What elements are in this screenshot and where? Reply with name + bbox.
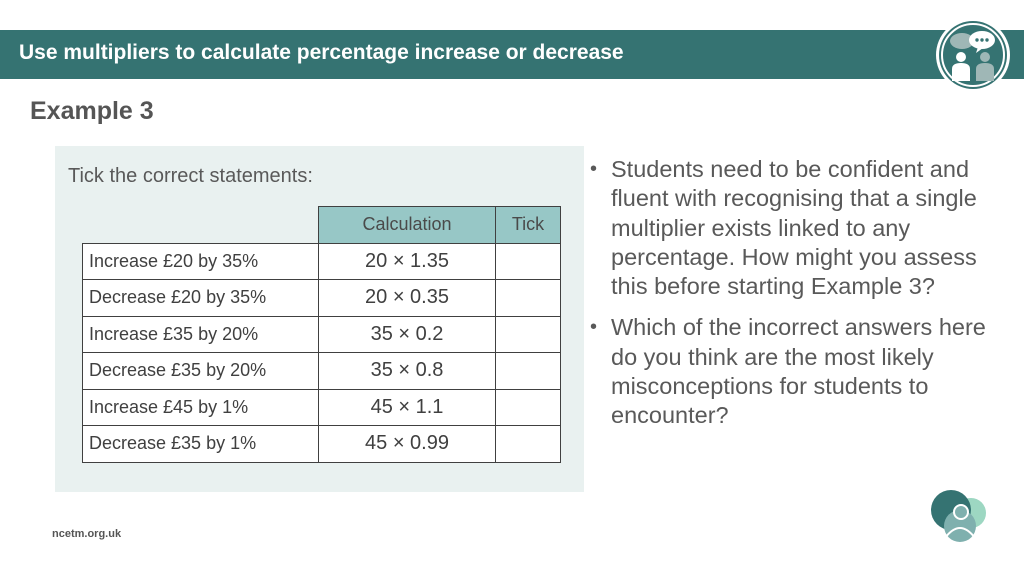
ncetm-logo-icon bbox=[928, 488, 990, 544]
note-item bbox=[590, 155, 990, 301]
note-item bbox=[590, 313, 990, 430]
calculation-cell: 20 × 0.35 bbox=[319, 280, 496, 317]
example-heading: Example 3 bbox=[30, 97, 154, 125]
tick-cell[interactable] bbox=[496, 389, 561, 426]
table-row bbox=[83, 280, 561, 317]
table-row bbox=[83, 243, 561, 280]
statement-cell: Decrease £35 by 20% bbox=[83, 353, 319, 390]
tick-table bbox=[82, 206, 561, 463]
calculation-cell: 45 × 1.1 bbox=[319, 389, 496, 426]
note-text: Students need to be confident and fluent with recognising that a single multiplier exists linked to any percentage. How might you assess this before starting Example 3? bbox=[611, 156, 977, 300]
statement-cell: Increase £45 by 1% bbox=[83, 389, 319, 426]
calculation-cell: 45 × 0.99 bbox=[319, 426, 496, 463]
bullet-icon: • bbox=[590, 158, 598, 180]
blank-header-cell bbox=[83, 207, 319, 244]
calculation-cell: 20 × 1.35 bbox=[319, 243, 496, 280]
slide-title: Use multipliers to calculate percentage increase or decrease bbox=[19, 41, 624, 64]
calculation-cell: 35 × 0.2 bbox=[319, 316, 496, 353]
table-row bbox=[83, 426, 561, 463]
statement-cell: Increase £20 by 35% bbox=[83, 243, 319, 280]
students-discussion-icon bbox=[934, 13, 1012, 97]
calculation-cell: 35 × 0.8 bbox=[319, 353, 496, 390]
statement-cell: Increase £35 by 20% bbox=[83, 316, 319, 353]
note-text: Which of the incorrect answers here do you think are the most likely misconceptions for students to encounter? bbox=[611, 314, 986, 429]
tick-cell[interactable] bbox=[496, 353, 561, 390]
bullet-icon: • bbox=[590, 316, 598, 339]
table-row bbox=[83, 389, 561, 426]
table-header-row bbox=[83, 207, 561, 244]
footer-url: ncetm.org.uk bbox=[52, 528, 122, 540]
tick-cell[interactable] bbox=[496, 316, 561, 353]
tick-cell[interactable] bbox=[496, 426, 561, 463]
panel-instruction: Tick the correct statements: bbox=[68, 165, 313, 187]
table-row bbox=[83, 353, 561, 390]
table-row bbox=[83, 316, 561, 353]
tick-cell[interactable] bbox=[496, 280, 561, 317]
statement-cell: Decrease £35 by 1% bbox=[83, 426, 319, 463]
tick-cell[interactable] bbox=[496, 243, 561, 280]
tick-column-header: Tick bbox=[496, 207, 561, 244]
notes-list bbox=[590, 155, 990, 443]
statement-cell: Decrease £20 by 35% bbox=[83, 280, 319, 317]
calculation-column-header: Calculation bbox=[319, 207, 496, 244]
